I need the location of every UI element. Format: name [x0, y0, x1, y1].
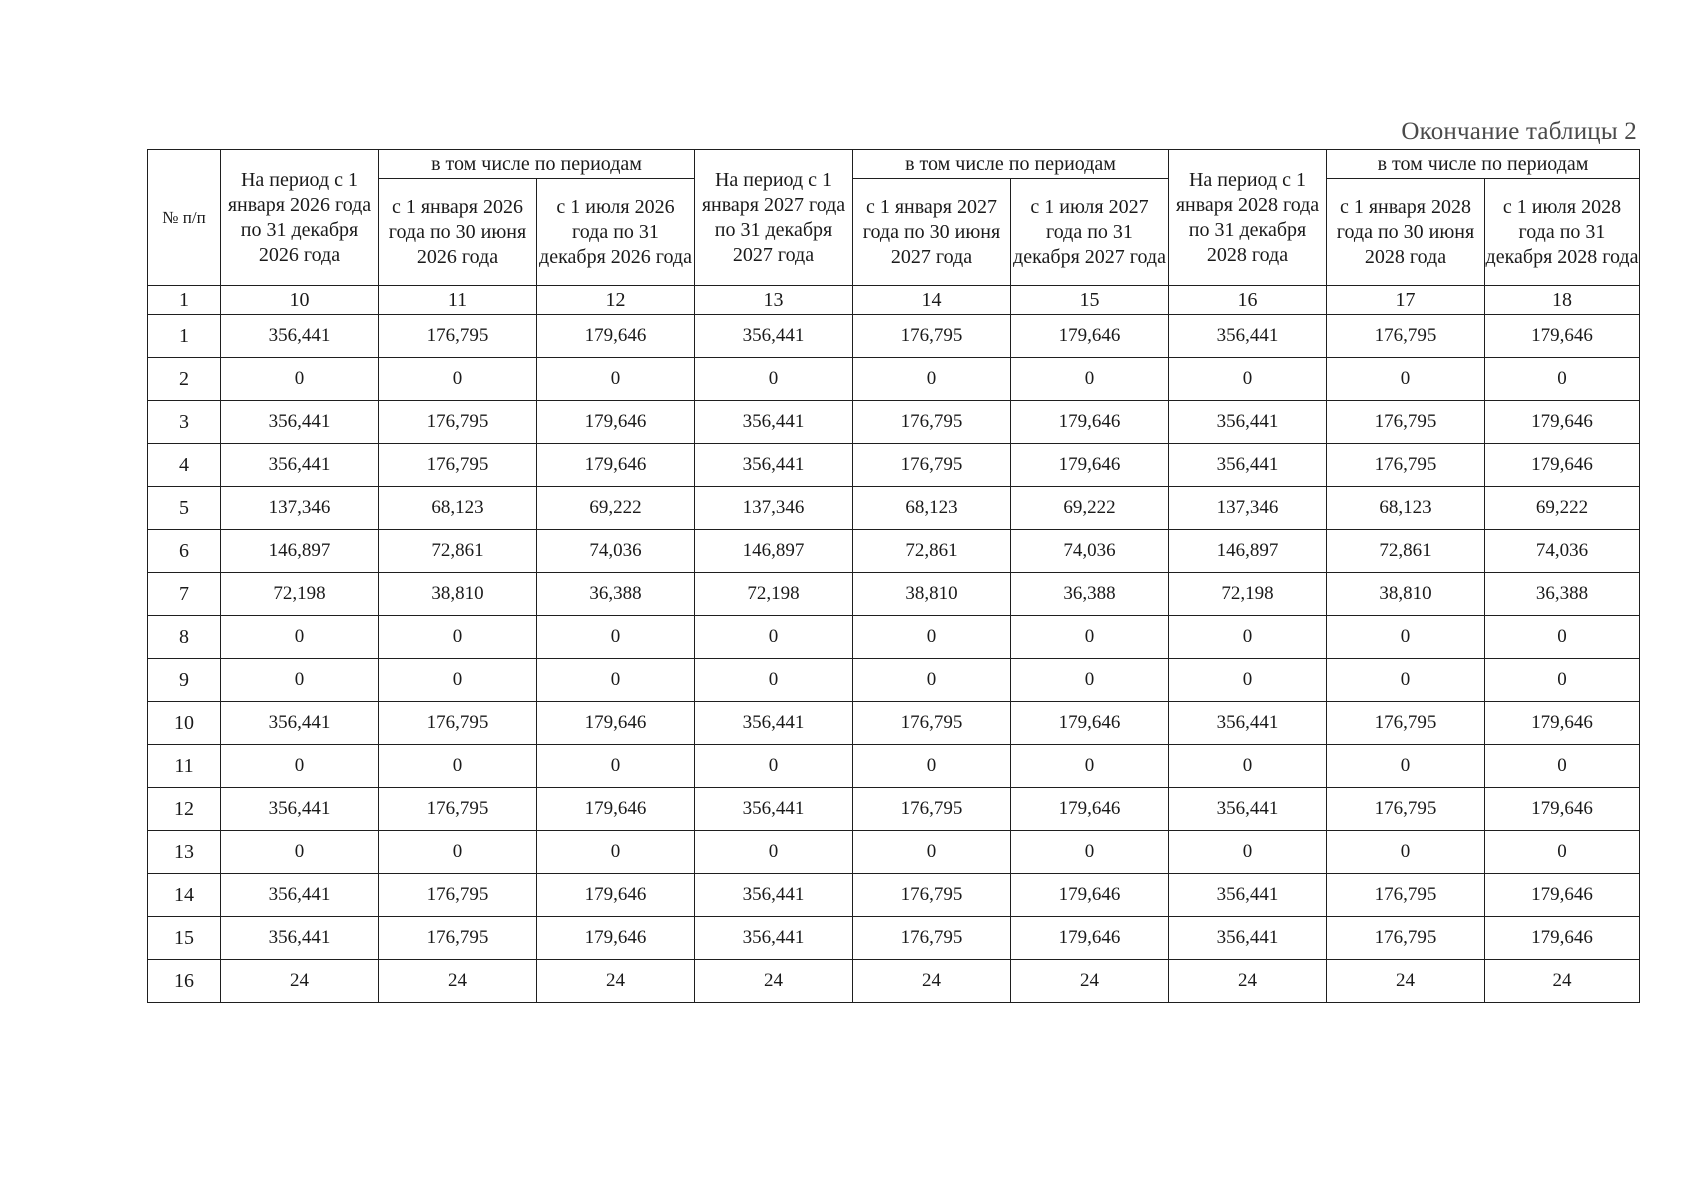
table-cell: 179,646 [1485, 702, 1640, 745]
table-cell: 72,861 [1327, 530, 1485, 573]
table-row [148, 702, 1640, 745]
table-row [148, 960, 1640, 1003]
table-cell: 0 [853, 831, 1011, 874]
table-cell: 0 [1327, 745, 1485, 788]
table-cell: 176,795 [853, 702, 1011, 745]
table-cell: 356,441 [1169, 444, 1327, 487]
row-number-cell: 12 [148, 788, 221, 831]
table-cell: 24 [379, 960, 537, 1003]
header-sub-2026-h1: с 1 января 2026 года по 30 июня 2026 года [379, 179, 537, 286]
table-cell: 0 [537, 659, 695, 702]
table-cell: 0 [1169, 745, 1327, 788]
table-cell: 179,646 [537, 874, 695, 917]
table-cell: 179,646 [537, 917, 695, 960]
table-cell: 356,441 [695, 917, 853, 960]
table-cell: 356,441 [221, 788, 379, 831]
table-cell: 179,646 [1485, 401, 1640, 444]
row-number-cell: 8 [148, 616, 221, 659]
table-cell: 176,795 [853, 315, 1011, 358]
table-cell: 179,646 [1011, 401, 1169, 444]
table-body [148, 315, 1640, 1003]
table-cell: 179,646 [1011, 874, 1169, 917]
table-cell: 0 [1011, 616, 1169, 659]
table-cell: 356,441 [221, 874, 379, 917]
table-cell: 0 [379, 831, 537, 874]
column-number: 15 [1011, 286, 1169, 315]
row-number-cell: 3 [148, 401, 221, 444]
table-cell: 72,198 [695, 573, 853, 616]
column-number: 1 [148, 286, 221, 315]
table-cell: 0 [1011, 831, 1169, 874]
table-cell: 137,346 [1169, 487, 1327, 530]
table-row [148, 401, 1640, 444]
table-cell: 176,795 [1327, 788, 1485, 831]
table-cell: 24 [1327, 960, 1485, 1003]
table-row [148, 358, 1640, 401]
table-cell: 356,441 [1169, 401, 1327, 444]
table-cell: 74,036 [1011, 530, 1169, 573]
table-row [148, 573, 1640, 616]
table-cell: 0 [1169, 616, 1327, 659]
table-cell: 176,795 [379, 315, 537, 358]
table-cell: 356,441 [221, 444, 379, 487]
table-cell: 0 [1169, 831, 1327, 874]
table-cell: 356,441 [221, 702, 379, 745]
table-cell: 72,198 [221, 573, 379, 616]
table-cell: 0 [695, 358, 853, 401]
table-cell: 179,646 [1011, 444, 1169, 487]
table-cell: 24 [695, 960, 853, 1003]
table-cell: 179,646 [1485, 788, 1640, 831]
table-cell: 356,441 [221, 315, 379, 358]
table-cell: 176,795 [1327, 917, 1485, 960]
table-cell: 356,441 [695, 401, 853, 444]
table-cell: 0 [695, 831, 853, 874]
table-cell: 38,810 [1327, 573, 1485, 616]
table-cell: 0 [1169, 659, 1327, 702]
table-cell: 356,441 [1169, 315, 1327, 358]
table-cell: 24 [853, 960, 1011, 1003]
table-row [148, 831, 1640, 874]
table-cell: 0 [1485, 745, 1640, 788]
table-cell: 356,441 [221, 917, 379, 960]
table-cell: 176,795 [1327, 702, 1485, 745]
table-cell: 24 [1485, 960, 1640, 1003]
table-row [148, 616, 1640, 659]
header-group-2028: в том числе по периодам [1327, 150, 1640, 179]
table-cell: 176,795 [853, 917, 1011, 960]
table-cell: 356,441 [221, 401, 379, 444]
table-row [148, 745, 1640, 788]
row-number-cell: 7 [148, 573, 221, 616]
row-number-cell: 16 [148, 960, 221, 1003]
table-cell: 72,198 [1169, 573, 1327, 616]
table-cell: 0 [695, 659, 853, 702]
column-numbers-row [148, 286, 1640, 315]
table-cell: 176,795 [853, 444, 1011, 487]
table-cell: 179,646 [1485, 315, 1640, 358]
table-cell: 0 [1011, 659, 1169, 702]
table-cell: 36,388 [1011, 573, 1169, 616]
table-cell: 0 [537, 358, 695, 401]
table-cell: 24 [537, 960, 695, 1003]
table-cell: 38,810 [853, 573, 1011, 616]
table-cell: 0 [1327, 358, 1485, 401]
table-cell: 68,123 [853, 487, 1011, 530]
table-cell: 176,795 [853, 874, 1011, 917]
table-cell: 179,646 [1485, 917, 1640, 960]
table-cell: 0 [1485, 616, 1640, 659]
table-cell: 356,441 [1169, 788, 1327, 831]
header-sub-2026-h2: с 1 июля 2026 года по 31 декабря 2026 года [537, 179, 695, 286]
table-cell: 74,036 [537, 530, 695, 573]
table-cell: 0 [1327, 616, 1485, 659]
table-cell: 176,795 [379, 917, 537, 960]
table-cell: 356,441 [1169, 874, 1327, 917]
header-sub-2028-h1: с 1 января 2028 года по 30 июня 2028 года [1327, 179, 1485, 286]
table-cell: 24 [221, 960, 379, 1003]
column-number: 14 [853, 286, 1011, 315]
row-number-cell: 13 [148, 831, 221, 874]
table-cell: 0 [1011, 358, 1169, 401]
row-number-cell: 6 [148, 530, 221, 573]
column-number: 13 [695, 286, 853, 315]
table-cell: 0 [1485, 831, 1640, 874]
table-cell: 0 [221, 831, 379, 874]
table-row [148, 487, 1640, 530]
header-sub-2027-h1: с 1 января 2027 года по 30 июня 2027 года [853, 179, 1011, 286]
row-number-cell: 14 [148, 874, 221, 917]
table-cell: 0 [379, 659, 537, 702]
table-cell: 72,861 [853, 530, 1011, 573]
table-cell: 0 [537, 745, 695, 788]
header-period-2028: На период с 1 января 2028 года по 31 декабря 2028 года [1169, 150, 1327, 286]
table-cell: 146,897 [221, 530, 379, 573]
row-number-cell: 5 [148, 487, 221, 530]
table-cell: 179,646 [1011, 788, 1169, 831]
table-cell: 176,795 [853, 788, 1011, 831]
table-cell: 176,795 [379, 788, 537, 831]
table-cell: 0 [221, 659, 379, 702]
table-cell: 24 [1011, 960, 1169, 1003]
table-cell: 176,795 [1327, 315, 1485, 358]
row-number-cell: 15 [148, 917, 221, 960]
table-cell: 0 [695, 616, 853, 659]
table-cell: 146,897 [1169, 530, 1327, 573]
table-cell: 356,441 [695, 874, 853, 917]
table-cell: 179,646 [1485, 444, 1640, 487]
table-cell: 69,222 [1011, 487, 1169, 530]
table-cell: 137,346 [695, 487, 853, 530]
table-cell: 0 [853, 358, 1011, 401]
header-sub-2027-h2: с 1 июля 2027 года по 31 декабря 2027 года [1011, 179, 1169, 286]
table-cell: 356,441 [695, 702, 853, 745]
table-cell: 68,123 [379, 487, 537, 530]
header-group-2026: в том числе по периодам [379, 150, 695, 179]
header-period-2027: На период с 1 января 2027 года по 31 декабря 2027 года [695, 150, 853, 286]
table-cell: 0 [1327, 659, 1485, 702]
column-number: 16 [1169, 286, 1327, 315]
table-cell: 36,388 [537, 573, 695, 616]
table-cell: 0 [1169, 358, 1327, 401]
table-cell: 0 [379, 745, 537, 788]
table-cell: 176,795 [1327, 444, 1485, 487]
header-period-2026: На период с 1 января 2026 года по 31 декабря 2026 года [221, 150, 379, 286]
table-cell: 0 [1485, 358, 1640, 401]
table-cell: 36,388 [1485, 573, 1640, 616]
table-cell: 176,795 [379, 702, 537, 745]
table-cell: 72,861 [379, 530, 537, 573]
row-number-cell: 4 [148, 444, 221, 487]
table-cell: 38,810 [379, 573, 537, 616]
table-cell: 69,222 [537, 487, 695, 530]
column-number: 12 [537, 286, 695, 315]
table-cell: 0 [695, 745, 853, 788]
header-sub-2028-h2: с 1 июля 2028 года по 31 декабря 2028 года [1485, 179, 1640, 286]
table-cell: 176,795 [853, 401, 1011, 444]
table-cell: 179,646 [537, 702, 695, 745]
column-number: 11 [379, 286, 537, 315]
row-number-cell: 10 [148, 702, 221, 745]
table-cell: 24 [1169, 960, 1327, 1003]
table-cell: 0 [221, 358, 379, 401]
table-cell: 179,646 [1011, 702, 1169, 745]
table-cell: 176,795 [379, 401, 537, 444]
table-cell: 179,646 [537, 444, 695, 487]
table-row [148, 917, 1640, 960]
table-cell: 179,646 [537, 788, 695, 831]
row-number-cell: 1 [148, 315, 221, 358]
table-cell: 356,441 [1169, 917, 1327, 960]
table-cell: 176,795 [1327, 401, 1485, 444]
table-cell: 179,646 [537, 401, 695, 444]
table-row [148, 659, 1640, 702]
table-cell: 179,646 [1011, 917, 1169, 960]
data-table [147, 149, 1640, 1003]
table-cell: 137,346 [221, 487, 379, 530]
table-cell: 356,441 [695, 444, 853, 487]
table-row [148, 874, 1640, 917]
table-cell: 176,795 [379, 444, 537, 487]
table-row [148, 788, 1640, 831]
table-cell: 0 [379, 616, 537, 659]
table-cell: 356,441 [1169, 702, 1327, 745]
table-cell: 0 [1011, 745, 1169, 788]
row-number-cell: 9 [148, 659, 221, 702]
table-cell: 356,441 [695, 315, 853, 358]
table-row [148, 530, 1640, 573]
header-group-2027: в том числе по периодам [853, 150, 1169, 179]
table-cell: 0 [379, 358, 537, 401]
table-cell: 179,646 [1485, 874, 1640, 917]
table-cell: 0 [537, 831, 695, 874]
table-caption: Окончание таблицы 2 [1401, 118, 1637, 145]
table-cell: 69,222 [1485, 487, 1640, 530]
header-row-number: № п/п [148, 150, 221, 286]
table-cell: 0 [853, 659, 1011, 702]
row-number-cell: 11 [148, 745, 221, 788]
table-cell: 176,795 [1327, 874, 1485, 917]
column-number: 18 [1485, 286, 1640, 315]
column-number: 10 [221, 286, 379, 315]
table-cell: 179,646 [1011, 315, 1169, 358]
table-cell: 179,646 [537, 315, 695, 358]
column-number: 17 [1327, 286, 1485, 315]
table-cell: 0 [1485, 659, 1640, 702]
row-number-cell: 2 [148, 358, 221, 401]
table-cell: 176,795 [379, 874, 537, 917]
table-header [148, 150, 1640, 315]
table-cell: 0 [1327, 831, 1485, 874]
table-cell: 356,441 [695, 788, 853, 831]
table-cell: 0 [853, 616, 1011, 659]
table-row [148, 315, 1640, 358]
table-cell: 0 [537, 616, 695, 659]
table-cell: 146,897 [695, 530, 853, 573]
table-cell: 74,036 [1485, 530, 1640, 573]
table-row [148, 444, 1640, 487]
table-cell: 0 [221, 745, 379, 788]
table-cell: 0 [853, 745, 1011, 788]
table-cell: 68,123 [1327, 487, 1485, 530]
table-cell: 0 [221, 616, 379, 659]
